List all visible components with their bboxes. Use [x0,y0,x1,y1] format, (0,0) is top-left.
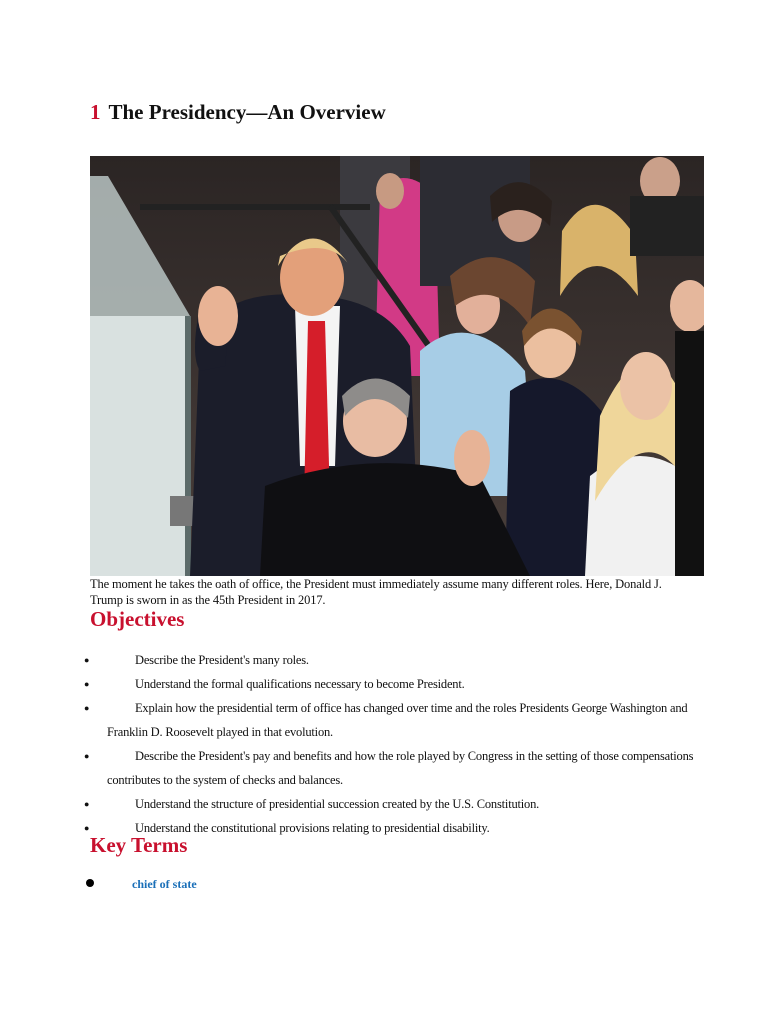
key-term-item [86,877,197,892]
objectives-heading: Objectives [90,607,185,631]
inauguration-photo [90,156,704,576]
bullet-icon: ● [84,679,90,689]
bullet-icon: ● [84,655,90,665]
list-item: ● Describe the President's many roles. [84,648,704,672]
objectives-list [84,648,704,840]
bullet-icon [86,879,94,887]
list-item: ● Understand the constitutional provisions relating to presidential disability. [84,816,704,840]
key-terms-heading: Key Terms [90,833,188,857]
bullet-icon: ● [84,703,90,713]
list-item: ● Understand the structure of presidential succession created by the U.S. Constitution. [84,792,704,816]
bullet-icon: ● [84,751,90,761]
photo-caption: The moment he takes the oath of office, the President must immediately assume many different roles. Here, Donald J. Trump is sworn in as the 45th President in 2017. [90,577,662,607]
list-item: ● Describe the President's pay and benefits and how the role played by Congress in the setting of those compensations contributes to the system of checks and balances. [84,744,704,792]
list-item: ● Understand the formal qualifications necessary to become President. [84,672,704,696]
bullet-icon: ● [84,823,90,833]
key-term-link[interactable]: chief of state [132,877,197,891]
bullet-icon: ● [84,799,90,809]
page-title [90,98,386,126]
chapter-number: 1 [90,100,101,124]
list-item: ● Explain how the presidential term of office has changed over time and the roles Presidents George Washington and Franklin D. Roosevelt played in that evolution. [84,696,704,744]
chapter-title: The Presidency—An Overview [108,100,386,124]
